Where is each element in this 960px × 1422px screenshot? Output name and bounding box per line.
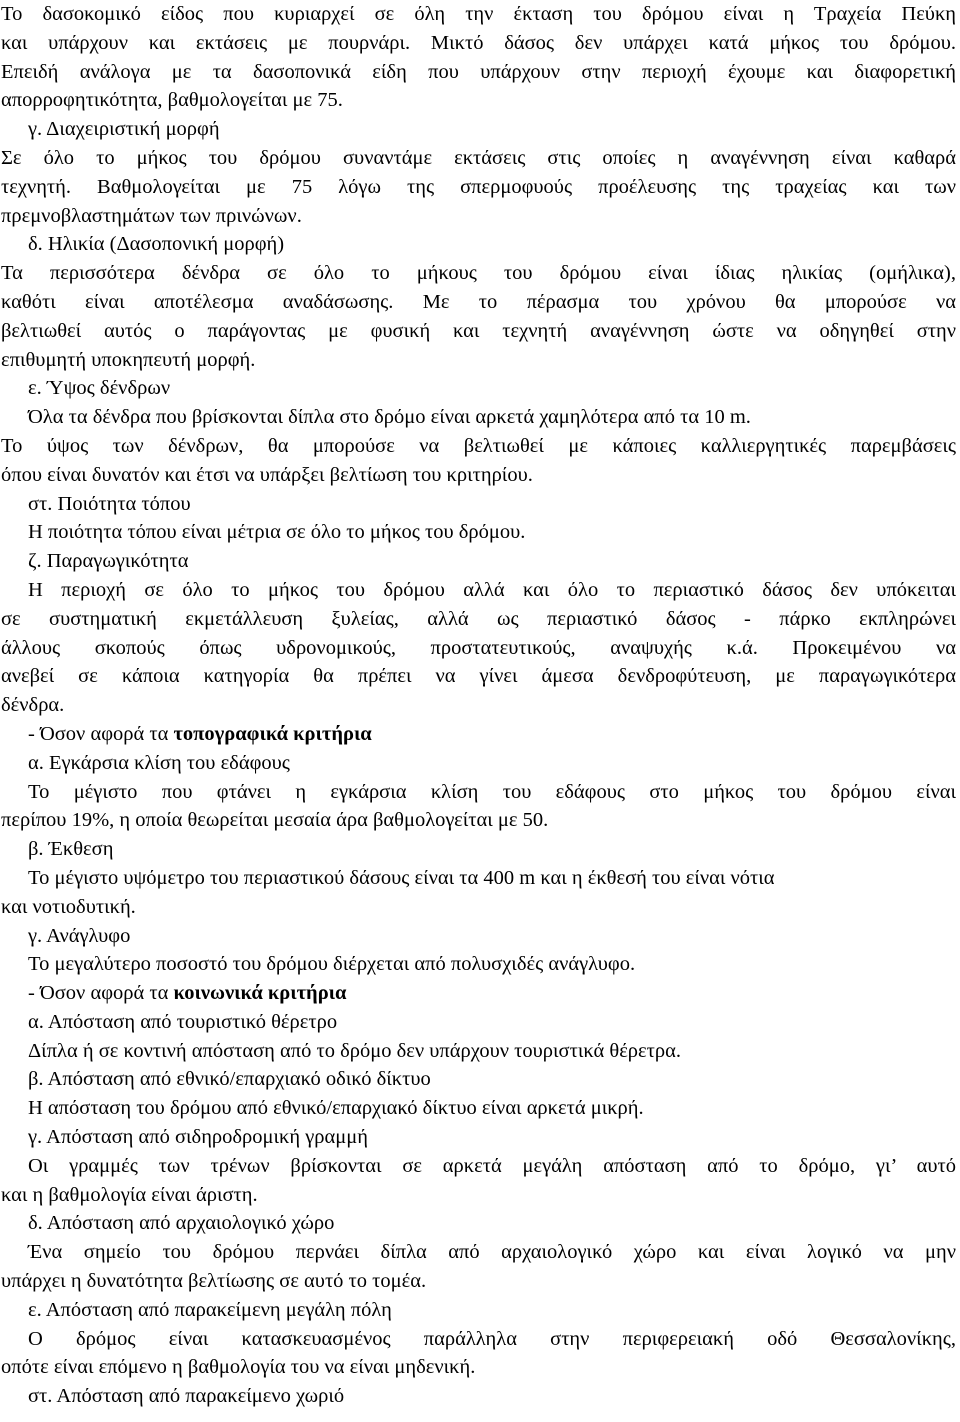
text-line: Όλα τα δένδρα που βρίσκονται δίπλα στο δρόμο είναι αρκετά χαμηλότερα από τα 10 m. — [28, 406, 751, 429]
text-line: οπότε είναι επόμενο η βαθμολογία του να είναι μηδενική. — [1, 1356, 476, 1379]
section-heading: δ. Απόσταση από αρχαιολογικό χώρο — [28, 1212, 335, 1235]
text-line: υπάρχει η δυνατότητα βελτίωσης σε αυτό το τομέα. — [1, 1270, 427, 1293]
text-line: Τα περισσότερα δένδρα σε όλο το μήκους του δρόμου είναι ίδιας ηλικίας (ομήλικα), — [1, 262, 956, 285]
section-heading: β. Απόσταση από εθνικό/επαρχιακό οδικό δίκτυο — [28, 1068, 431, 1091]
text-line: άλλους σκοπούς όπως υδρονομικούς, προστατευτικούς, αναψυχής κ.ά. Προκειμένου να — [1, 636, 956, 659]
text-line: Το μέγιστο υψόμετρο του περιαστικού δάσους είναι τα 400 m και η έκθεσή του είναι νότια — [28, 866, 775, 889]
section-heading: στ. Ποιότητα τόπου — [28, 492, 191, 515]
text-line: Δίπλα ή σε κοντινή απόσταση από το δρόμο δεν υπάρχουν τουριστικά θέρετρα. — [28, 1039, 681, 1062]
text-line: πρεμνοβλαστημάτων των πρινώνων. — [1, 204, 302, 227]
section-heading: β. Έκθεση — [28, 838, 114, 861]
criteria-heading — [1, 720, 956, 749]
section-management-form — [1, 115, 956, 230]
section-heading: ζ. Παραγωγικότητα — [28, 550, 189, 573]
text-line: και νοτιοδυτική. — [1, 895, 136, 918]
criteria-prefix: - Όσον αφορά τα — [28, 722, 174, 745]
section-heading: ε. Απόσταση από παρακείμενη μεγάλη πόλη — [28, 1298, 392, 1321]
text-line: Η απόσταση του δρόμου από εθνικό/επαρχιακό δίκτυο είναι αρκετά μικρή. — [28, 1097, 644, 1120]
social-criteria — [1, 979, 956, 1411]
text-line: περίπου 19%, η οποία θεωρείται μεσαία άρα βαθμολογείται με 50. — [1, 809, 549, 832]
text-line: Σε όλο το μήκος του δρόμου συναντάμε εκτάσεις στις οποίες η αναγέννηση είναι καθαρά — [1, 146, 956, 169]
criteria-heading — [1, 979, 956, 1008]
criteria-prefix: - Όσον αφορά τα — [28, 982, 174, 1005]
text-line: όπου είναι δυνατόν και έτσι να υπάρξει βελτίωση του κριτηρίου. — [1, 463, 533, 486]
section-heading: γ. Απόσταση από σιδηροδρομική γραμμή — [28, 1126, 368, 1149]
section-tree-height — [1, 374, 956, 489]
topographic-criteria — [1, 720, 956, 979]
section-heading: γ. Διαχειριστική μορφή — [28, 118, 220, 141]
text-line: ανεβεί σε κάποια κατηγορία θα πρέπει να γίνει άμεσα δενδροφύτευση, με παραγωγικότερα — [1, 665, 956, 688]
text-line: καθότι είναι αποτέλεσμα αναδάσωσης. Με το πέρασμα του χρόνου θα μπορούσε να — [1, 290, 956, 313]
text-line: και η βαθμολογία είναι άριστη. — [1, 1183, 258, 1206]
text-line: απορροφητικότητα, βαθμολογείται με 75. — [1, 89, 343, 112]
section-heading: γ. Ανάγλυφο — [28, 924, 131, 947]
text-line: Ένα σημείο του δρόμου περνάει δίπλα από αρχαιολογικό χώρο και είναι λογικό να μην — [28, 1241, 956, 1264]
section-heading: στ. Απόσταση από παρακείμενο χωριό — [28, 1385, 345, 1408]
section-age — [1, 230, 956, 374]
text-line: Το ύψος των δένδρων, θα μπορούσε να βελτιωθεί με κάποιες καλλιεργητικές παρεμβάσεις — [1, 434, 956, 457]
text-line: Η ποιότητα τόπου είναι μέτρια σε όλο το μήκος του δρόμου. — [28, 521, 526, 544]
text-line: και υπάρχουν και εκτάσεις με πουρνάρι. Μικτό δάσος δεν υπάρχει κατά μήκος του δρόμου. — [1, 31, 956, 54]
section-heading: α. Απόσταση από τουριστικό θέρετρο — [28, 1010, 338, 1033]
section-productivity — [1, 547, 956, 720]
text-line: δένδρα. — [1, 694, 65, 717]
text-line: Η περιοχή σε όλο το μήκος του δρόμου αλλά και όλο το περιαστικό δάσος δεν υπόκειται — [28, 578, 956, 601]
text-line: Ο δρόμος είναι κατασκευασμένος παράλληλα στην περιφερειακή οδό Θεσσαλονίκης, — [28, 1327, 956, 1350]
species-paragraph — [1, 0, 956, 115]
text-line: σε συστηματική εκμετάλλευση ξυλείας, αλλά ως περιαστικό δάσος - πάρκο εκπληρώνει — [1, 607, 956, 630]
section-heading: ε. Ύψος δένδρων — [28, 377, 171, 400]
criteria-title: τοπογραφικά κριτήρια — [173, 722, 372, 745]
criteria-title: κοινωνικά κριτήρια — [173, 982, 347, 1005]
text-line: βελτιωθεί αυτός ο παράγοντας με φυσική και τεχνητή αναγέννηση ώστε να οδηγηθεί στην — [1, 319, 956, 342]
section-site-quality — [1, 490, 956, 548]
text-line: τεχνητή. Βαθμολογείται με 75 λόγω της σπερμοφυούς προέλευσης της τραχείας και των — [1, 175, 956, 198]
text-line: Επειδή ανάλογα με τα δασοπονικά είδη που υπάρχουν στην περιοχή έχουμε και διαφορετική — [1, 60, 956, 83]
text-line: Το δασοκομικό είδος που κυριαρχεί σε όλη την έκταση του δρόμου είναι η Τραχεία Πεύκη — [1, 3, 956, 25]
text-line: Το μεγαλύτερο ποσοστό του δρόμου διέρχεται από πολυσχιδές ανάγλυφο. — [28, 953, 636, 976]
text-line: Οι γραμμές των τρένων βρίσκονται σε αρκετά μεγάλη απόσταση από το δρόμο, γι’ αυτό — [28, 1154, 956, 1177]
text-line: Το μέγιστο που φτάνει η εγκάρσια κλίση του εδάφους στο μήκος του δρόμου είναι — [28, 780, 956, 803]
text-line: επιθυμητή υποκηπευτή μορφή. — [1, 348, 256, 371]
section-heading: δ. Ηλικία (Δασοπονική μορφή) — [28, 233, 285, 256]
section-heading: α. Εγκάρσια κλίση του εδάφους — [28, 751, 290, 774]
